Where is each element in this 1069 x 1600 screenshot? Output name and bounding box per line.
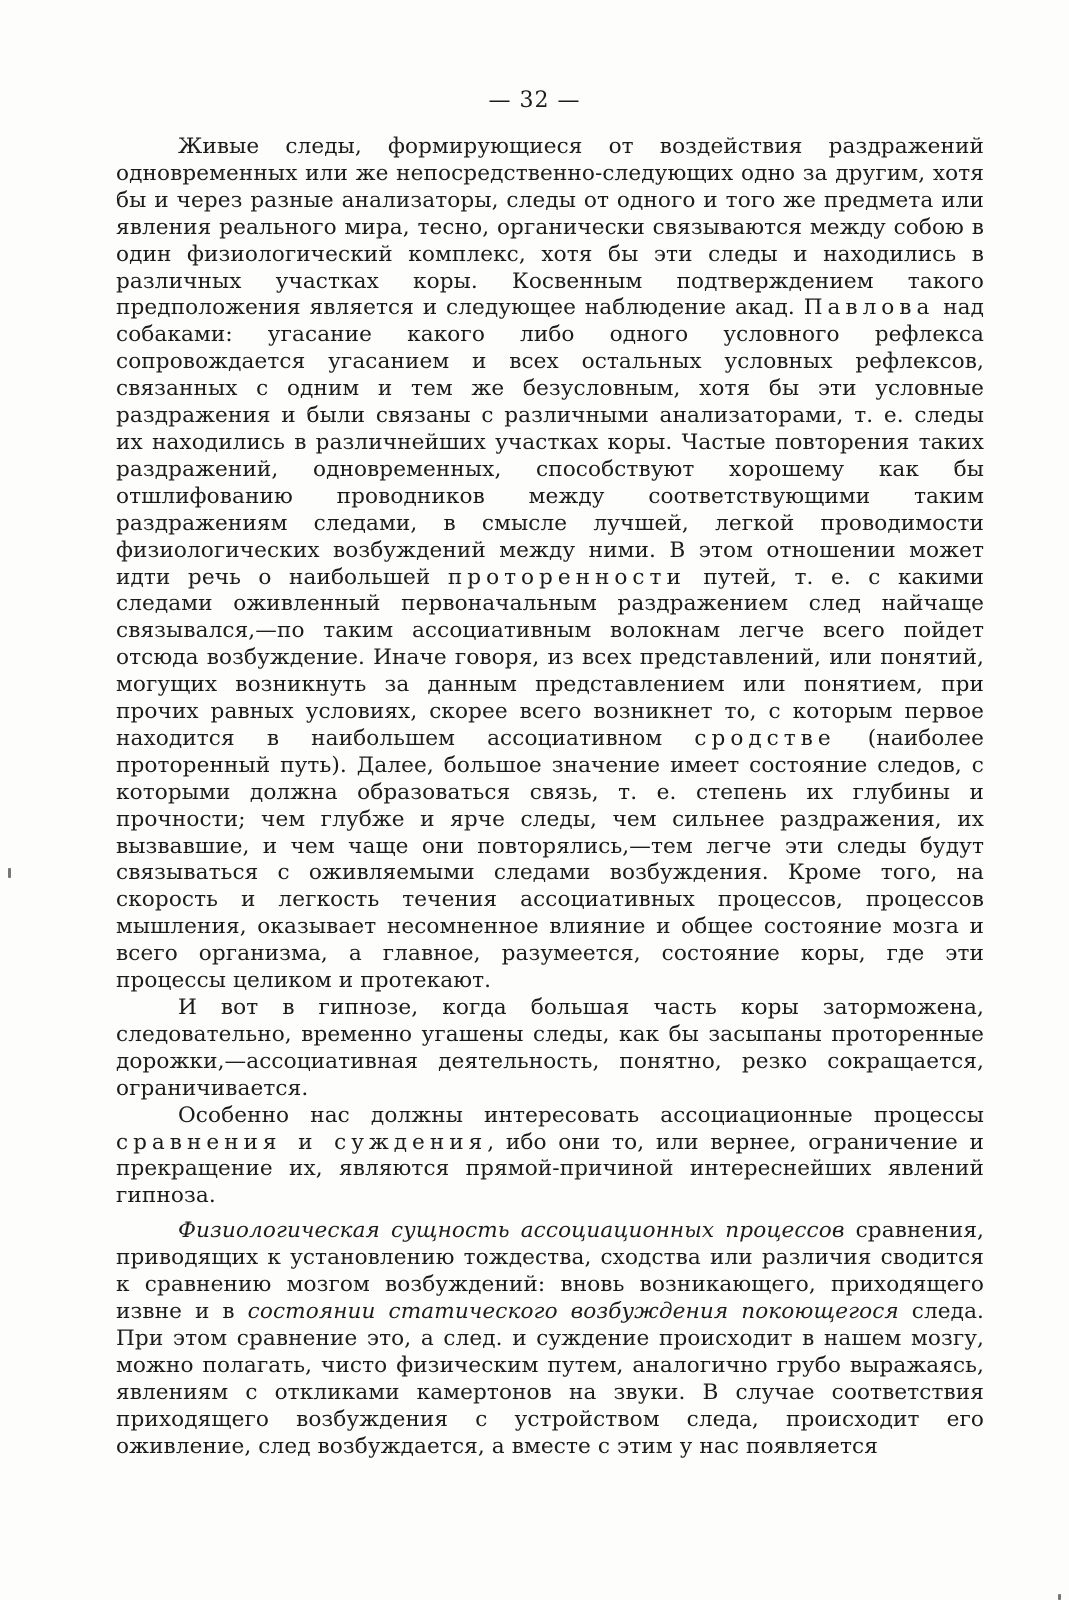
page-number: — 32 —: [488, 88, 581, 113]
text-run: Особенно нас должны интересовать ассоциационные процессы: [178, 1102, 984, 1128]
paragraph-1: [116, 134, 984, 995]
text-run: , ибо они то, или вернее, ограничение и прекращение их, являются прямой-причиной интереснейших явлений гипноза.: [116, 1129, 985, 1209]
text-run: (наиболее проторенный путь). Далее, большое значение имеет состояние следов, с которыми должна образоваться связь, т. е. степень их глубины и прочности; чем глубже и ярче следы, чем сильнее раздражения, их вызвавшие, и чем чаще они повторялись,—тем легче эти следы будут связываться с оживляемыми следами возбуждения. Кроме того, на скорость и легкость течения ассоциативных процессов, процессов мышления, оказывает несомненное влияние и общее состояние мозга и всего организма, а главное, разумеется, состояние коры, где эти процессы целиком и протекают.: [116, 725, 984, 994]
body-text: [116, 134, 984, 1460]
text-run: следа. При этом сравнение это, а след. и суждение происходит в нашем мозгу, можно полагать, чисто физическим путем, аналогично грубо выражаясь, явлениям с откликами камертонов на звуки. В случае соответствия приходящего возбуждения с устройством следа, происходит его оживление, след возбуждается, а вместе с этим у нас появляется: [116, 1298, 985, 1459]
emphasis-italic: Физиологическая сущность ассоциационных процессов: [178, 1218, 845, 1244]
paragraph-2: [116, 995, 984, 1103]
emphasis-spaced: сравнения и суждения: [116, 1129, 488, 1155]
emphasis-spaced: Павлова: [803, 295, 935, 321]
scan-speck: [8, 868, 11, 878]
text-run: сравнения, приводящих к установлению тождества, сходства или различия сводится к сравнению мозгом возбуждений: вновь возникающего, приходящего извне и в: [116, 1218, 985, 1324]
text-run: над собаками: угасание какого либо одного условного рефлекса сопровождается угасанием и всех остальных условных рефлексов, связанных с одним и тем же безусловным, хотя бы эти условные раздражения и были связаны с различными анализаторами, т. е. следы их находились в различнейших участках коры. Частые повторения таких раздражений, одновременных, способствуют хорошему как бы отшлифованию проводников между соответствующими таким раздражениям следами, в смысле лучшей, легкой проводимости физиологических возбуждений между ними. В этом отношении может идти речь о наибольшей: [116, 295, 984, 590]
text-run: путей, т. е. с какими следами оживленный первоначальным раздражением след найчаще связывался,—по таким ассоциативным волокнам легче всего пойдет отсюда возбуждение. Иначе говоря, из всех представлений, или понятий, могущих возникнуть за данным представлением или понятием, при прочих равных условиях, скорее всего возникнет то, с которым первое находится в наибольшем ассоциативном: [116, 564, 984, 751]
text-run: Живые следы, формирующиеся от воздействия раздражений одновременных или же непосредственно-следующих одно за другим, хотя бы и через разные анализаторы, следы от одного и того же предмета или явления реального мира, тесно, органически связываются между собою в один физиологический комплекс, хотя бы эти следы и находились в различных участках коры. Косвенным подтверждением такого предположения является и следующее наблюдение акад.: [116, 134, 984, 321]
emphasis-italic: состоянии статического возбуждения покоющегося: [247, 1298, 899, 1324]
emphasis-spaced: сродстве: [694, 725, 836, 751]
paragraph-4: [116, 1218, 984, 1460]
text-run: И вот в гипнозе, когда большая часть коры заторможена, следовательно, временно угашены следы, как бы засыпаны проторенные дорожки,—ассоциативная деятельность, понятно, резко сокращается, ограничивается.: [116, 995, 984, 1101]
emphasis-spaced: протоpенности: [447, 564, 686, 590]
paragraph-3: [116, 1103, 984, 1211]
scan-speck: [1058, 1594, 1061, 1600]
